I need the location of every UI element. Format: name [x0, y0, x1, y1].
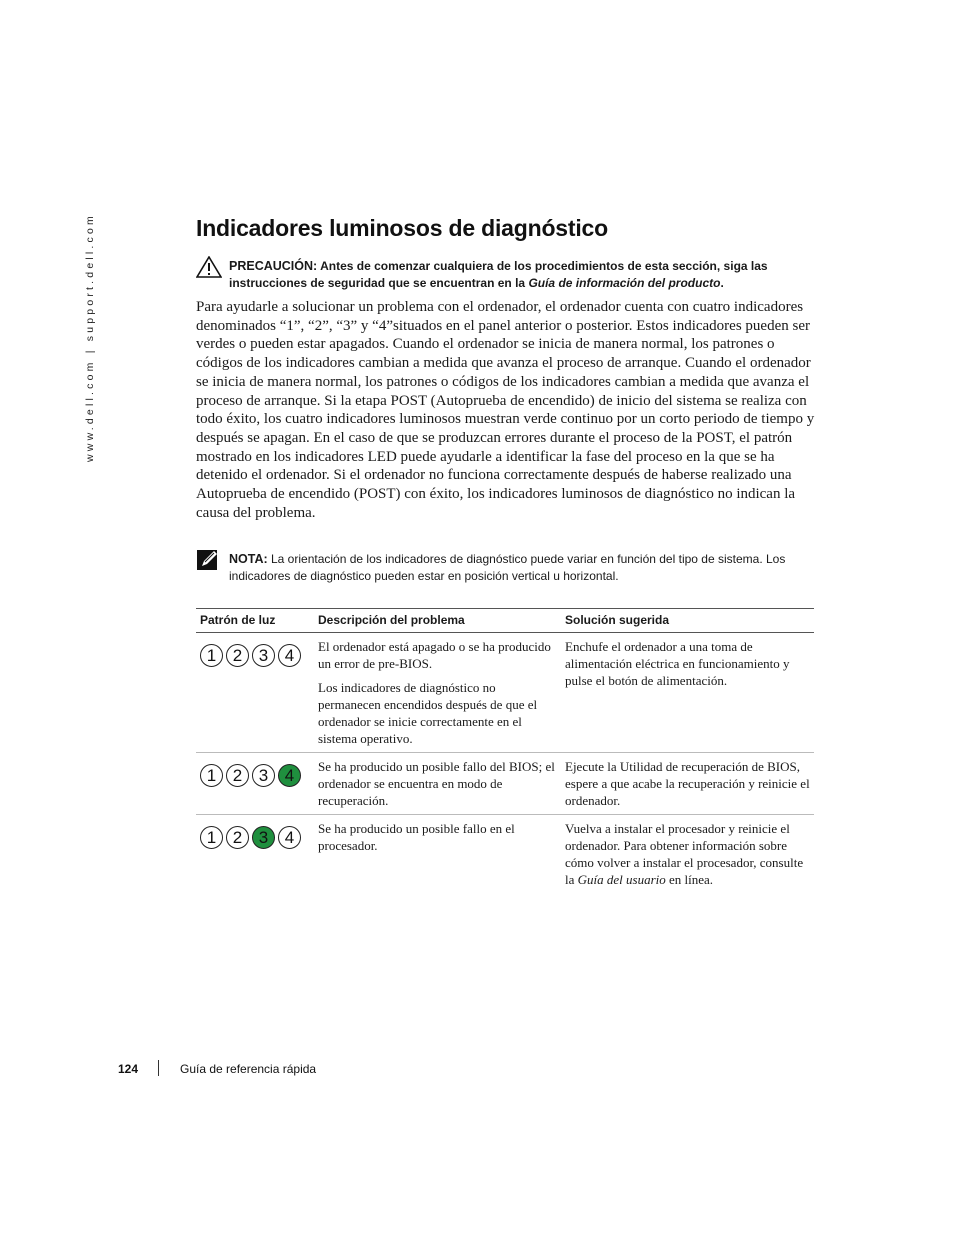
led-pattern	[200, 820, 310, 849]
caution-italic: Guía de información del producto	[528, 276, 721, 290]
solution-end: en línea.	[669, 872, 714, 887]
solution-cell	[561, 633, 814, 753]
solution-cell	[561, 753, 814, 815]
led-1: 1	[200, 764, 223, 787]
page-number: 124	[118, 1062, 139, 1076]
page-title: Indicadores luminosos de diagnóstico	[196, 215, 608, 241]
header-description: Descripción del problema	[314, 609, 561, 633]
caution-label: PRECAUCIÓN:	[229, 259, 318, 273]
solution-italic: Guía del usuario	[577, 872, 666, 887]
solution-text: Enchufe el ordenador a una toma de alimentación eléctrica en funcionamiento y pulse el botón de alimentación.	[565, 639, 790, 688]
solution-text-a: Vuelva a instalar el procesador y reinicie el ordenador. Para obtener información sobre cómo volver a instalar el procesador, consulte la	[565, 821, 804, 887]
pencil-note-icon	[196, 549, 222, 571]
header-solution: Solución sugerida	[561, 609, 814, 633]
table-row	[196, 815, 814, 894]
table-row	[196, 753, 814, 815]
side-url	[84, 213, 98, 462]
led-pattern-cell	[196, 633, 314, 753]
led-3: 3	[252, 764, 275, 787]
table-header-row	[196, 609, 814, 633]
led-2: 2	[226, 644, 249, 667]
note-text: La orientación de los indicadores de diagnóstico puede variar en función del tipo de sistema. Los indicadores de diagnóstico pueden estar en posición vertical u horizontal.	[229, 552, 786, 583]
footer-title: Guía de referencia rápida	[180, 1062, 317, 1076]
led-3: 3	[252, 644, 275, 667]
led-3: 3	[252, 826, 275, 849]
warning-triangle-icon	[196, 256, 222, 278]
side-url-text: www.dell.com | support.dell.com	[84, 213, 96, 462]
solution-cell	[561, 815, 814, 894]
description-cell	[314, 815, 561, 894]
led-pattern	[200, 638, 310, 667]
led-pattern-cell	[196, 815, 314, 894]
description-text-2: Los indicadores de diagnóstico no permanecen encendidos después de que el ordenador se inicie correctamente en el sistema operativo.	[318, 680, 538, 746]
led-4: 4	[278, 826, 301, 849]
solution-text: Ejecute la Utilidad de recuperación de BIOS, espere a que acabe la recuperación y reinicie el ordenador.	[565, 759, 810, 808]
body-paragraph: Para ayudarle a solucionar un problema con el ordenador, el ordenador cuenta con cuatro indicadores denominados “1”, “2”, “3” y “4”situados en el panel anterior o posterior. Estos indicadores pueden ser verdes o pueden estar apagados. Cuando el ordenador se inicia de manera normal, los patrones o códigos de los indicadores cambian a medida que avanza el proceso de arranque. Cuando el ordenador se inicia de manera normal, los patrones o códigos de los indicadores cambian a medida que avanza el proceso de arranque. Si la etapa POST (Autoprueba de encendido) de inicio del sistema se realiza con todo éxito, los cuatro indicadores luminosos muestran verde continuo por un corto periodo de tiempo y después se apagan. En el caso de que se produzcan errores durante el proceso de la POST, el patrón mostrado en los indicadores LED puede ayudarle a identificar la fase del proceso en la que se ha detenido el ordenador. Si el ordenador no funciona correctamente después de haberse realizado una Autoprueba de encendido (POST) con éxito, los indicadores luminosos de diagnóstico no indican la causa del problema.	[196, 299, 815, 521]
description-text: El ordenador está apagado o se ha producido un error de pre-BIOS.	[318, 639, 551, 671]
led-pattern	[200, 758, 310, 787]
led-4: 4	[278, 764, 301, 787]
led-1: 1	[200, 826, 223, 849]
footer-divider	[158, 1060, 159, 1076]
diagnostic-table	[196, 608, 814, 893]
caution-text: Antes de comenzar cualquiera de los procedimientos de esta sección, siga las instrucciones de seguridad que se encuentran en la	[229, 259, 768, 290]
caution-end: .	[720, 276, 724, 290]
note-label: NOTA:	[229, 552, 268, 566]
led-4: 4	[278, 644, 301, 667]
caution-notice	[196, 258, 816, 292]
description-text: Se ha producido un posible fallo en el procesador.	[318, 821, 515, 853]
led-1: 1	[200, 644, 223, 667]
table-row	[196, 633, 814, 753]
led-2: 2	[226, 764, 249, 787]
led-2: 2	[226, 826, 249, 849]
description-cell	[314, 753, 561, 815]
description-cell	[314, 633, 561, 753]
description-text: Se ha producido un posible fallo del BIOS; el ordenador se encuentra en modo de recuperación.	[318, 759, 555, 808]
header-pattern: Patrón de luz	[196, 609, 314, 633]
solution-text	[565, 820, 810, 888]
led-pattern-cell	[196, 753, 314, 815]
note-notice	[196, 551, 816, 585]
